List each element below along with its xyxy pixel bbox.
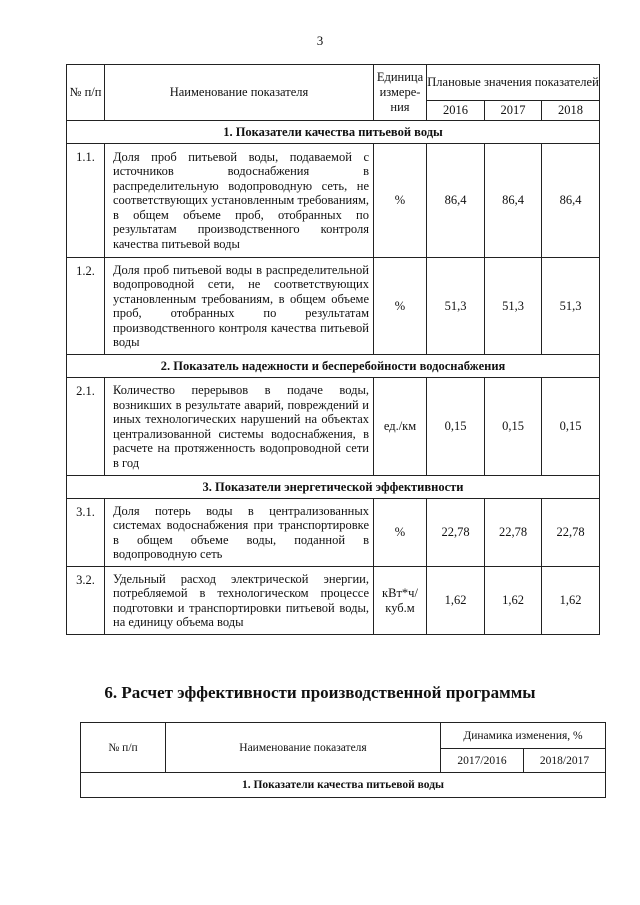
- table-row: [67, 144, 600, 258]
- row-value: 51,3: [542, 258, 600, 355]
- table-row: [67, 567, 600, 635]
- header-period: 2018/2017: [524, 749, 606, 773]
- row-unit: %: [374, 144, 427, 258]
- header-name: Наименование показателя: [105, 65, 374, 121]
- row-value: 0,15: [485, 378, 542, 476]
- header-year: 2016: [427, 101, 485, 121]
- table-row: [67, 378, 600, 476]
- row-name: Доля проб питьевой воды, подаваемой с источников водоснабжения в распределительную водопроводную сеть, не соответствующих установленным требованиям, в общем объеме проб, отобранных по результатам производственного контроля качества питьевой воды: [105, 144, 374, 258]
- header-plan: Плановые значения показателей: [427, 65, 600, 101]
- row-value: 22,78: [485, 499, 542, 567]
- efficiency-table: [80, 722, 606, 798]
- row-value: 22,78: [427, 499, 485, 567]
- row-value: 22,78: [542, 499, 600, 567]
- row-num: 3.1.: [67, 499, 105, 567]
- row-unit: %: [374, 499, 427, 567]
- section-title: 1. Показатели качества питьевой воды: [81, 773, 606, 798]
- row-num: 1.2.: [67, 258, 105, 355]
- row-value: 51,3: [485, 258, 542, 355]
- section-title: 3. Показатели энергетической эффективности: [67, 476, 600, 499]
- row-value: 86,4: [542, 144, 600, 258]
- row-value: 0,15: [542, 378, 600, 476]
- header-num: № п/п: [67, 65, 105, 121]
- row-unit: ед./км: [374, 378, 427, 476]
- indicators-table: [66, 64, 600, 635]
- row-num: 3.2.: [67, 567, 105, 635]
- row-name: Количество перерывов в подаче воды, возникших в результате аварий, повреждений и иных технологических нарушений на объектах централизованной системы водоснабжения, в расчете на протяженность водопроводной сети в год: [105, 378, 374, 476]
- row-value: 86,4: [485, 144, 542, 258]
- header-period: 2017/2016: [441, 749, 524, 773]
- header-year: 2018: [542, 101, 600, 121]
- section-heading: 6. Расчет эффективности производственной программы: [104, 683, 536, 702]
- header-name: Наименование показателя: [166, 723, 441, 773]
- row-value: 1,62: [485, 567, 542, 635]
- row-value: 1,62: [427, 567, 485, 635]
- row-unit: кВт*ч/ куб.м: [374, 567, 427, 635]
- section-title: 1. Показатели качества питьевой воды: [67, 121, 600, 144]
- row-num: 1.1.: [67, 144, 105, 258]
- table-row: [67, 258, 600, 355]
- row-name: Удельный расход электрической энергии, потребляемой в технологическом процессе подготовки и транспортировки питьевой воды, на единицу объема воды: [105, 567, 374, 635]
- row-value: 0,15: [427, 378, 485, 476]
- row-name: Доля потерь воды в централизованных системах водоснабжения при транспортировке в общем объеме воды, поданной в водопроводную сеть: [105, 499, 374, 567]
- header-unit: Единица измере-ния: [374, 65, 427, 121]
- row-value: 86,4: [427, 144, 485, 258]
- row-num: 2.1.: [67, 378, 105, 476]
- header-dynamics: Динамика изменения, %: [441, 723, 606, 749]
- section-title: 2. Показатель надежности и бесперебойности водоснабжения: [67, 355, 600, 378]
- row-unit: %: [374, 258, 427, 355]
- header-year: 2017: [485, 101, 542, 121]
- table-row: [67, 499, 600, 567]
- header-num: № п/п: [81, 723, 166, 773]
- row-name: Доля проб питьевой воды в распределительной водопроводной сети, не соответствующих установленным требованиям, в общем объеме проб, отобранных по результатам производственного контроля качества питьевой воды: [105, 258, 374, 355]
- row-value: 1,62: [542, 567, 600, 635]
- row-value: 51,3: [427, 258, 485, 355]
- page-number: 3: [316, 33, 324, 48]
